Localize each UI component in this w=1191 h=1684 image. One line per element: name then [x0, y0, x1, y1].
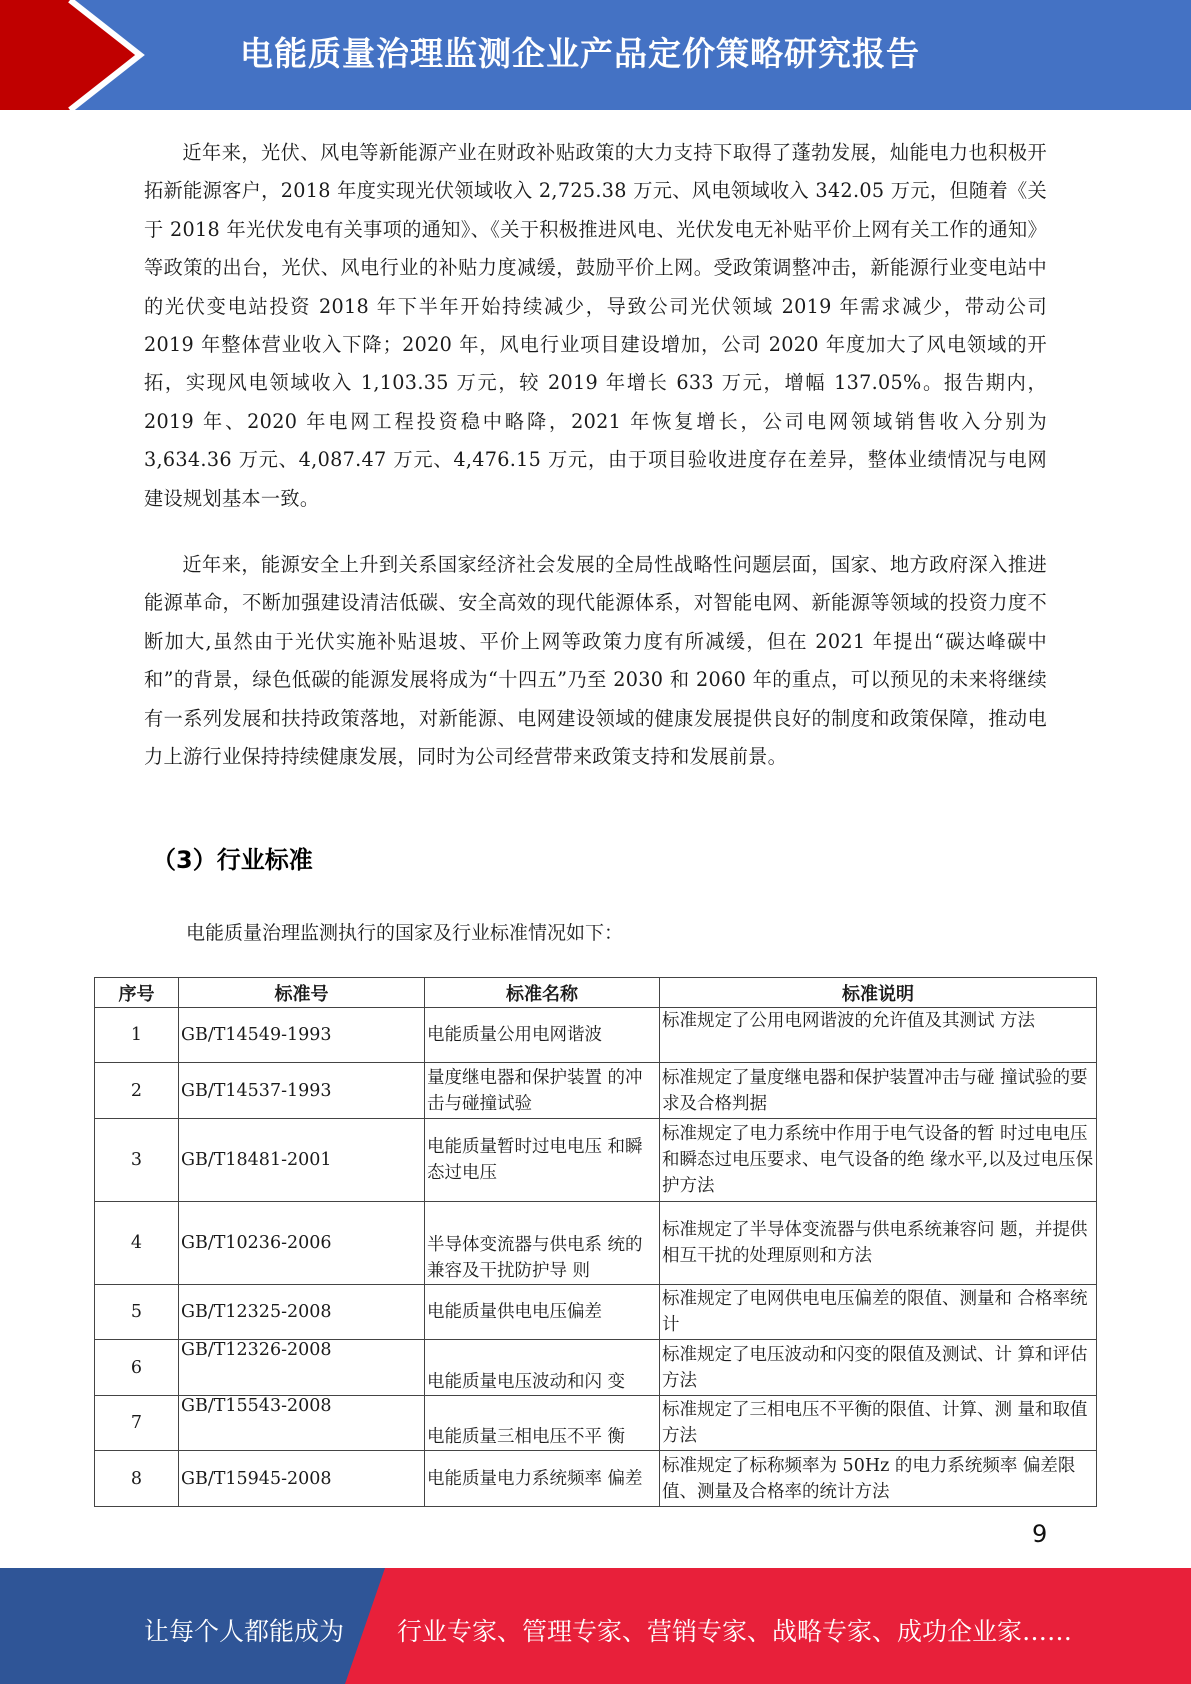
table-row	[95, 1008, 1097, 1063]
standard-name: 量度继电器和保护装置 的冲击与碰撞试验	[425, 1063, 660, 1119]
table-row	[95, 1119, 1097, 1202]
row-index: 5	[95, 1285, 179, 1340]
standard-name: 电能质量供电电压偏差	[425, 1285, 660, 1340]
standard-description: 标准规定了三相电压不平衡的限值、计算、测 量和取值方法	[660, 1396, 1097, 1451]
standard-code: GB/T14537-1993	[179, 1063, 425, 1119]
page-footer	[0, 1568, 1191, 1684]
table-row	[95, 1451, 1097, 1507]
report-title: 电能质量治理监测企业产品定价策略研究报告	[240, 34, 920, 73]
table-row	[95, 1396, 1097, 1451]
standard-code: GB/T18481-2001	[179, 1119, 425, 1202]
column-header: 标准号	[179, 978, 425, 1008]
standard-description: 标准规定了量度继电器和保护装置冲击与碰 撞试验的要求及合格判据	[660, 1063, 1097, 1119]
column-header: 标准说明	[660, 978, 1097, 1008]
standard-name: 电能质量电力系统频率 偏差	[425, 1451, 660, 1507]
paragraph: 近年来，光伏、风电等新能源产业在财政补贴政策的大力支持下取得了蓬勃发展，灿能电力也积极开拓新能源客户，2018 年度实现光伏领域收入 2,725.38 万元、风电领域收入 342.05 万元，但随着《关于 2018 年光伏发电有关事项的通知》、《关于积极推进风电、光伏发电无补贴平价上网有关工作的通知》等政策的出台，光伏、风电行业的补贴力度减缓，鼓励平价上网。受政策调整冲击，新能源行业变电站中的光伏变电站投资 2018 年下半年开始持续减少，导致公司光伏领域 2019 年需求减少，带动公司 2019 年整体营业收入下降；2020 年，风电行业项目建设增加，公司 2020 年度加大了风电领域的开拓，实现风电领域收入 1,103.35 万元，较 2019 年增长 633 万元，增幅 137.05%。报告期内，2019 年、2020 年电网工程投资稳中略降，2021 年恢复增长，公司电网领域销售收入分别为 3,634.36 万元、4,087.47 万元、4,476.15 万元，由于项目验收进度存在差异，整体业绩情况与电网建设规划基本一致。	[144, 141, 1047, 510]
paragraph: 近年来，能源安全上升到关系国家经济社会发展的全局性战略性问题层面，国家、地方政府深入推进能源革命，不断加强建设清洁低碳、安全高效的现代能源体系，对智能电网、新能源等领域的投资力度不断加大,虽然由于光伏实施补贴退坡、平价上网等政策力度有所减缓，但在 2021 年提出“碳达峰碳中和”的背景，绿色低碳的能源发展将成为“十四五”乃至 2030 和 2060 年的重点，可以预见的未来将继续有一系列发展和扶持政策落地，对新能源、电网建设领域的健康发展提供良好的制度和政策保障，推动电力上游行业保持持续健康发展，同时为公司经营带来政策支持和发展前景。	[144, 553, 1047, 769]
standard-code: GB/T12325-2008	[179, 1285, 425, 1340]
table-intro: 电能质量治理监测执行的国家及行业标准情况如下：	[186, 922, 624, 944]
page-header	[0, 0, 1191, 110]
row-index: 1	[95, 1008, 179, 1063]
standard-code: GB/T10236-2006	[179, 1202, 425, 1285]
table-row	[95, 1202, 1097, 1285]
table-row	[95, 1285, 1097, 1340]
standard-name: 电能质量暂时过电电压 和瞬态过电压	[425, 1119, 660, 1202]
standard-description: 标准规定了电力系统中作用于电气设备的暂 时过电电压和瞬态过电压要求、电气设备的绝 缘水平,以及过电压保护方法	[660, 1119, 1097, 1202]
row-index: 7	[95, 1396, 179, 1451]
standard-name: 电能质量公用电网谐波	[425, 1008, 660, 1063]
standard-description: 标准规定了电网供电电压偏差的限值、测量和 合格率统计	[660, 1285, 1097, 1340]
section-heading: （3）行业标准	[152, 846, 313, 874]
standard-name: 电能质量三相电压不平 衡	[425, 1396, 660, 1451]
footer-slogan-right: 行业专家、管理专家、营销专家、战略专家、成功企业家……	[397, 1617, 1073, 1646]
header-white-chevron	[0, 0, 150, 110]
standard-description: 标准规定了标称频率为 50Hz 的电力系统频率 偏差限值、测量及合格率的统计方法	[660, 1451, 1097, 1507]
table-row	[95, 1340, 1097, 1396]
standard-description: 标准规定了公用电网谐波的允许值及其测试 方法	[660, 1008, 1097, 1063]
row-index: 3	[95, 1119, 179, 1202]
table-header-row	[95, 978, 1097, 1008]
standards-table	[94, 977, 1097, 1507]
row-index: 6	[95, 1340, 179, 1396]
standard-code: GB/T14549-1993	[179, 1008, 425, 1063]
standard-name: 半导体变流器与供电系 统的兼容及干扰防护导 则	[425, 1202, 660, 1285]
page-number: 9	[1032, 1520, 1048, 1548]
standard-description: 标准规定了电压波动和闪变的限值及测试、计 算和评估方法	[660, 1340, 1097, 1396]
table-row	[95, 1063, 1097, 1119]
row-index: 8	[95, 1451, 179, 1507]
standard-code: GB/T12326-2008	[179, 1340, 425, 1396]
column-header: 标准名称	[425, 978, 660, 1008]
standard-code: GB/T15543-2008	[179, 1396, 425, 1451]
standard-description: 标准规定了半导体变流器与供电系统兼容问 题，并提供相互干扰的处理原则和方法	[660, 1202, 1097, 1285]
footer-slogan-left: 让每个人都能成为	[144, 1617, 345, 1646]
body-text	[144, 134, 1047, 777]
standard-name: 电能质量电压波动和闪 变	[425, 1340, 660, 1396]
row-index: 2	[95, 1063, 179, 1119]
column-header: 序号	[95, 978, 179, 1008]
standard-code: GB/T15945-2008	[179, 1451, 425, 1507]
row-index: 4	[95, 1202, 179, 1285]
